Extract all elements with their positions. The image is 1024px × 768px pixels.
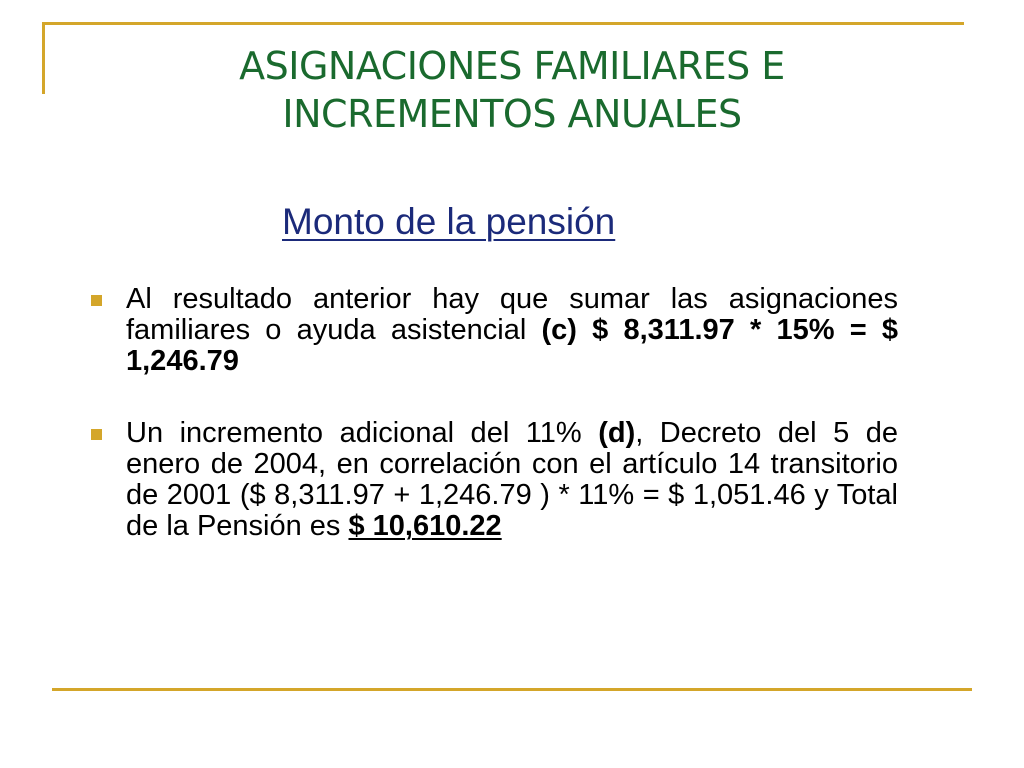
bullet-text-prefix: Un incremento adicional del 11%: [126, 417, 599, 449]
title-line-2: INCREMENTOS ANUALES: [282, 92, 742, 136]
bullet-item-incremento: [88, 418, 898, 542]
left-border-line: [42, 22, 45, 94]
bullet-text-bold: (c) $ 8,311.97 * 15% = $ 1,246.79: [126, 314, 899, 377]
total-pension-amount: $ 10,610.22: [348, 510, 502, 542]
bullet-text-middle: , Decreto del 5 de enero de 2004, en correlación con el artículo 14 transitorio de 2001 ($ 8,311.97 + 1,246.79 ) * 11% = $ 1,051.46 y Total de la Pensión es: [126, 417, 899, 542]
bullet-item-asignaciones: [88, 284, 898, 377]
slide-title: [130, 42, 894, 138]
bullet-text: [126, 417, 898, 542]
square-bullet-icon: [91, 429, 102, 440]
top-border-line: [42, 22, 964, 25]
square-bullet-icon: [91, 295, 102, 306]
bullet-text-bold: (d): [598, 417, 636, 449]
slide-subtitle: Monto de la pensión: [282, 201, 616, 242]
bottom-border-line: [52, 688, 972, 691]
bullet-text-prefix: Al resultado anterior hay que sumar las asignaciones familiares o ayuda asistencial: [126, 283, 898, 346]
bullet-list: [88, 284, 898, 583]
title-line-1: ASIGNACIONES FAMILIARES E: [239, 44, 785, 88]
bullet-text: [126, 283, 898, 377]
